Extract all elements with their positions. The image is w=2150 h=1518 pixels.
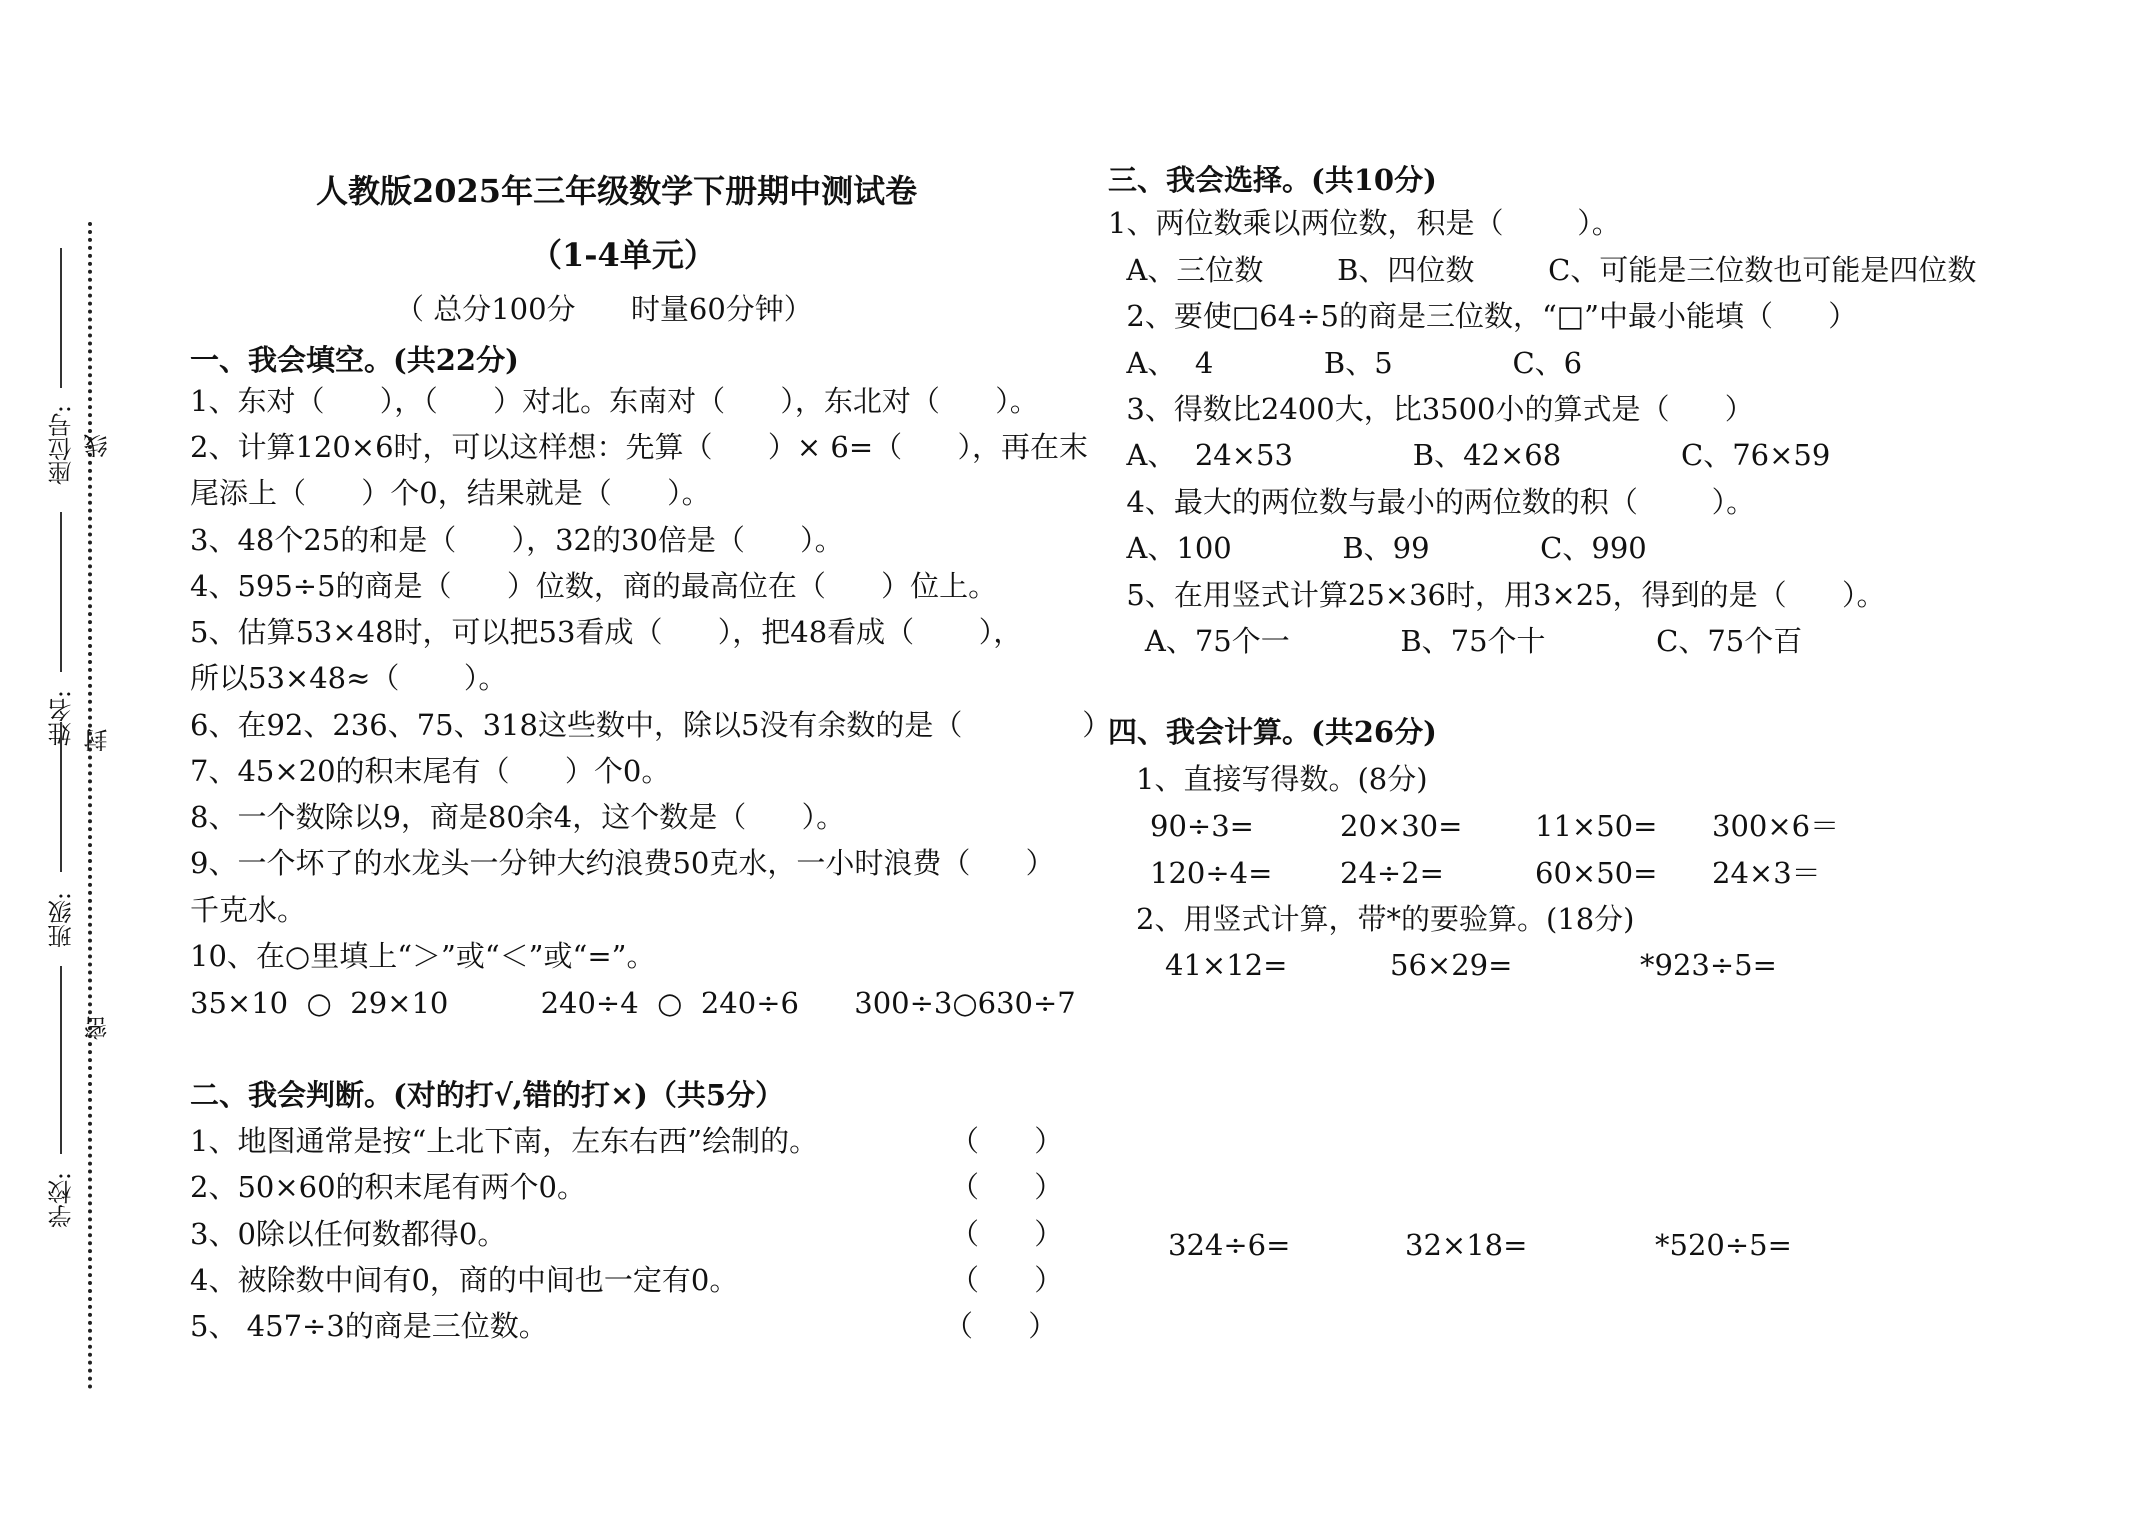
judge-item: 4、被除数中间有0，商的中间也一定有0。 [190,1263,739,1297]
judge-blank[interactable]: （ ） [950,1170,1064,1204]
fill-item: 9、一个坏了的水龙头一分钟大约浪费50克水，一小时浪费（ ） [190,846,1055,880]
section4-heading: 四、我会计算。(共26分) [1108,715,1437,749]
judge-item: 3、0除以任何数都得0。 [190,1217,507,1251]
class-label: 班级: [48,892,76,949]
judge-item: 1、地图通常是按“上北下南，左东右西”绘制的。 [190,1124,819,1158]
choice-item: 3、得数比2400大，比3500小的算式是（ ） [1108,392,1754,426]
school-label: 学校: [48,1172,76,1229]
seal-mark-seal: 封 [84,728,112,752]
choice-item: 5、在用竖式计算25×36时，用3×25，得到的是（ ）。 [1108,578,1886,612]
name-blank[interactable] [60,512,62,672]
vertical-calc: *520÷5= [1655,1228,1792,1262]
fill-item: 6、在92、236、75、318这些数中，除以5没有余数的是（ ） [190,708,1112,742]
choice-options: A、75个一 B、75个十 C、75个百 [1108,624,1803,658]
vertical-calc: 324÷6= [1168,1228,1291,1262]
fill-item: 千克水。 [190,893,307,927]
section2-heading: 二、我会判断。(对的打√,错的打×)（共5分） [190,1078,785,1112]
seat-label: 座位号: [48,405,76,486]
fill-item: 7、45×20的积末尾有（ ）个0。 [190,754,671,788]
section3-heading: 三、我会选择。(共10分) [1108,163,1437,197]
fill-item: 4、595÷5的商是（ ）位数，商的最高位在（ ）位上。 [190,569,998,603]
fill-item: 2、计算120×6时，可以这样想：先算（ ）× 6=（ ），再在末 [190,430,1088,464]
seal-mark-secret: 密 [84,1016,112,1040]
choice-options: A、三位数 B、四位数 C、可能是三位数也可能是四位数 [1108,253,1977,287]
page-subtitle: （1-4单元） [530,236,716,274]
section4-sub2: 2、用竖式计算，带*的要验算。(18分) [1136,902,1635,936]
oral-calc: 24×3＝ [1712,856,1821,890]
judge-item: 2、50×60的积末尾有两个0。 [190,1170,587,1204]
fill-item: 10、在○里填上“＞”或“＜”或“=”。 [190,939,656,973]
seat-blank[interactable] [60,248,62,388]
oral-calc: 120÷4= [1150,856,1273,890]
fill-item: 尾添上（ ）个0，结果就是（ ）。 [190,476,711,510]
choice-options: A、 4 B、5 C、6 [1108,346,1583,380]
oral-calc: 20×30= [1340,809,1463,843]
choice-item: 4、最大的两位数与最小的两位数的积（ ）。 [1108,485,1756,519]
vertical-calc: 56×29= [1390,948,1513,982]
oral-calc: 24÷2= [1340,856,1444,890]
fill-item: 5、估算53×48时，可以把53看成（ ），把48看成（ ）， [190,615,1023,649]
choice-options: A、 24×53 B、42×68 C、76×59 [1108,438,1831,472]
fill-item: 所以53×48≈（ ）。 [190,661,508,695]
seal-mark-line: 线 [84,434,112,458]
oral-calc: 11×50= [1535,809,1658,843]
judge-blank[interactable]: （ ） [950,1124,1064,1158]
class-blank[interactable] [60,722,62,872]
fill-item: 8、一个数除以9，商是80余4，这个数是（ ）。 [190,800,846,834]
section1-heading: 一、我会填空。(共22分) [190,343,519,377]
vertical-calc: 41×12= [1165,948,1288,982]
fill-item: 3、48个25的和是（ ），32的30倍是（ ）。 [190,523,844,557]
page-title: 人教版2025年三年级数学下册期中测试卷 [316,172,918,210]
exam-info: （ 总分100分 时量60分钟） [395,292,813,326]
binding-dotted-line [88,222,92,1390]
judge-blank[interactable]: （ ） [950,1217,1064,1251]
name-label: 姓名: [48,690,76,747]
oral-calc: 60×50= [1535,856,1658,890]
choice-item: 1、两位数乘以两位数，积是（ ）。 [1108,206,1621,240]
judge-blank[interactable]: （ ） [950,1263,1064,1297]
oral-calc: 300×6＝ [1712,809,1840,843]
vertical-calc: *923÷5= [1640,948,1777,982]
judge-blank[interactable]: （ ） [944,1309,1058,1343]
section4-sub1: 1、直接写得数。(8分) [1136,762,1428,796]
choice-item: 2、要使□64÷5的商是三位数，“□”中最小能填（ ） [1108,299,1858,333]
compare-row: 35×10 ○ 29×10 240÷4 ○ 240÷6 300÷3○630÷7 [190,986,1076,1020]
oral-calc: 90÷3= [1150,809,1254,843]
judge-item: 5、 457÷3的商是三位数。 [190,1309,548,1343]
choice-options: A、100 B、99 C、990 [1108,531,1647,565]
school-blank[interactable] [60,966,62,1154]
fill-item: 1、东对（ ），（ ）对北。东南对（ ），东北对（ ）。 [190,384,1039,418]
vertical-calc: 32×18= [1405,1228,1528,1262]
